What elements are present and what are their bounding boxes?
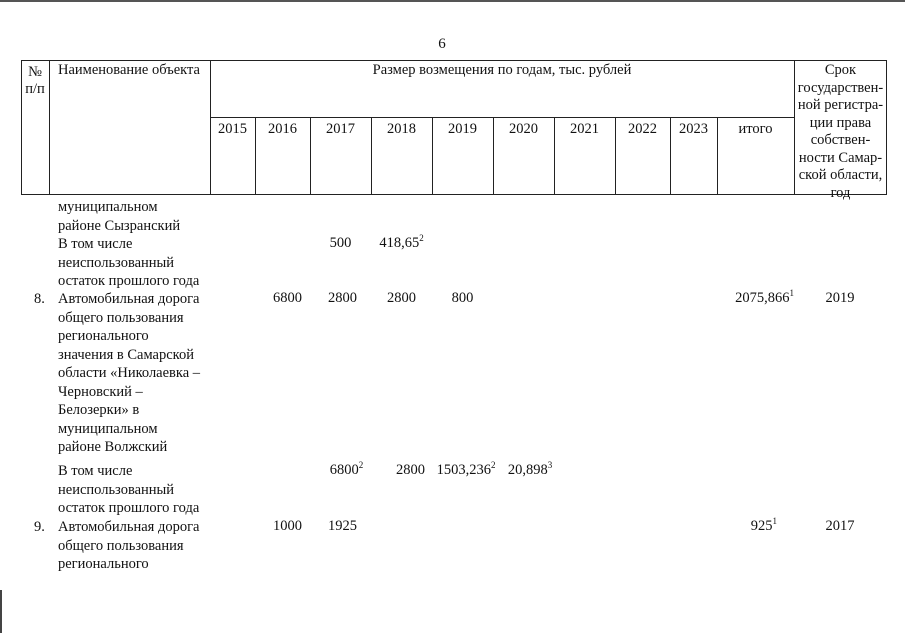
row-name <box>58 462 199 518</box>
footnote-mark: 2 <box>358 460 364 470</box>
header-term: Срок государствен-ной регистра-ции права собствен-ности Самар-ской области, год <box>797 62 884 201</box>
footnote-mark: 1 <box>772 516 777 526</box>
year-total: итого <box>738 121 773 137</box>
cell-total <box>717 518 777 535</box>
col-border <box>49 60 50 195</box>
cell-2020 <box>500 462 560 479</box>
row-name <box>58 235 199 291</box>
name-line: остаток прошлого года <box>58 500 200 516</box>
cell-value: 925 <box>750 518 773 534</box>
name-line: регионального <box>58 328 149 344</box>
footnote-mark: 2 <box>419 233 424 243</box>
name-line: Белозерки» в <box>58 402 140 418</box>
cell-2016: 1000 <box>273 518 302 534</box>
header-no: № п/п <box>25 64 45 97</box>
cell-2019 <box>432 462 500 479</box>
cell-value: 418,65 <box>379 235 420 251</box>
page-number: 6 <box>438 36 446 52</box>
name-line: районе Волжский <box>58 439 168 455</box>
year-2019: 2019 <box>448 121 477 137</box>
cell-2017 <box>316 462 377 479</box>
cell-2017: 2800 <box>328 290 357 306</box>
cell-term: 2017 <box>825 518 855 534</box>
cell-2017: 500 <box>329 235 352 251</box>
name-line: В том числе <box>58 236 133 252</box>
row-name <box>58 518 200 574</box>
cell-2018: 2800 <box>396 462 425 478</box>
footnote-mark: 1 <box>789 288 794 298</box>
cell-2018 <box>371 235 432 252</box>
name-line: районе Сызранский <box>58 217 181 234</box>
header-size: Размер возмещения по годам, тыс. рублей <box>372 62 632 78</box>
cell-2017: 1925 <box>328 518 357 534</box>
header-bottom-border <box>21 194 886 195</box>
name-line: муниципальном <box>58 199 158 215</box>
scan-border-left <box>0 590 2 633</box>
name-line: Автомобильная дорога <box>58 291 200 307</box>
footnote-mark: 2 <box>490 460 496 470</box>
cell-term: 2019 <box>825 290 855 306</box>
name-line: муниципальном <box>58 420 158 437</box>
year-2017: 2017 <box>326 121 355 137</box>
col-border <box>886 60 887 195</box>
row-number: 8. <box>34 291 45 307</box>
name-line: общего пользования <box>58 309 184 326</box>
cell-value: 1503,236 <box>436 462 491 478</box>
year-2023: 2023 <box>679 121 708 137</box>
year-2021: 2021 <box>570 121 599 137</box>
cell-total <box>717 290 794 307</box>
name-line: Автомобильная дорога <box>58 519 200 535</box>
name-line: неиспользованный <box>58 254 175 271</box>
row-number: 9. <box>34 519 45 535</box>
name-line: общего пользования <box>58 537 184 554</box>
row-name <box>58 290 200 457</box>
years-header-border <box>210 117 795 118</box>
cell-value: 6800 <box>329 462 359 478</box>
row-name <box>58 198 180 235</box>
name-line: В том числе <box>58 463 133 479</box>
name-line: неиспользованный <box>58 481 175 498</box>
cell-value: 20,898 <box>507 462 548 478</box>
name-line: значения в Самарской <box>58 346 194 363</box>
cell-2018: 2800 <box>387 290 416 306</box>
scan-border-top <box>0 0 905 2</box>
name-line: остаток прошлого года <box>58 273 200 289</box>
header-name: Наименование объекта <box>58 62 200 78</box>
year-2016: 2016 <box>268 121 297 137</box>
year-2020: 2020 <box>509 121 538 137</box>
cell-2016: 6800 <box>273 290 302 306</box>
name-line: области «Николаевка – <box>58 365 201 381</box>
table-top-border <box>21 60 886 61</box>
name-line: регионального <box>58 556 149 572</box>
year-2015: 2015 <box>218 121 247 137</box>
cell-2019: 800 <box>451 290 474 306</box>
footnote-mark: 3 <box>547 460 553 470</box>
cell-value: 2075,866 <box>735 290 790 306</box>
name-line: Черновский – <box>58 383 143 400</box>
year-2022: 2022 <box>628 121 657 137</box>
year-2018: 2018 <box>387 121 416 137</box>
